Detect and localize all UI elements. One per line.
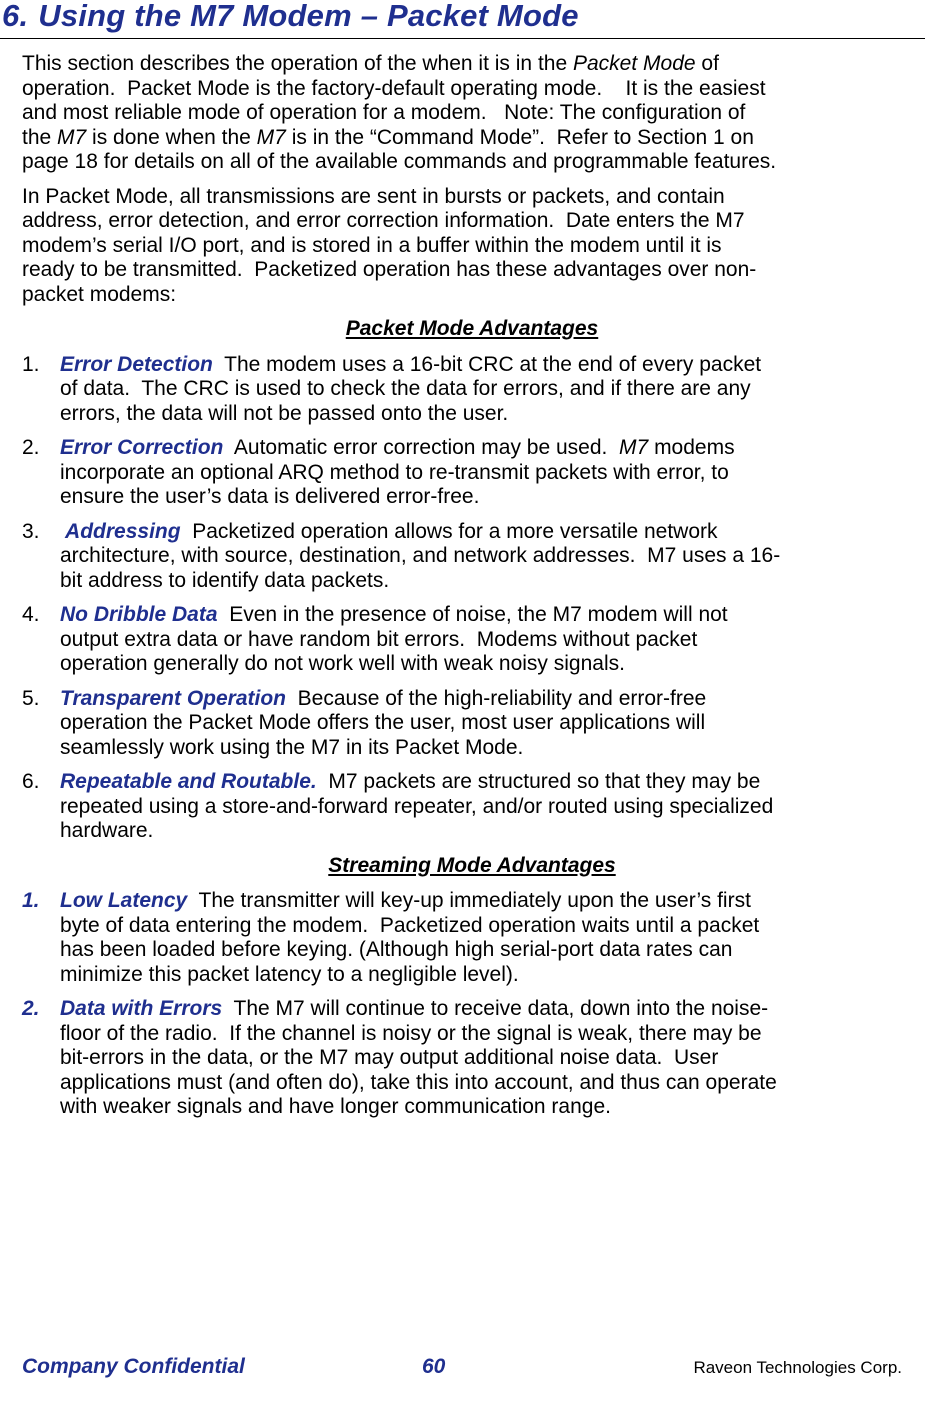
list-item-error-detection: 1. Error Detection The modem uses a 16-bit CRC at the end of every packet of data. The CRC is used to check the data for errors, and if there are any errors, the data will not be passed onto the user.	[22, 352, 762, 425]
title-divider	[0, 38, 925, 39]
item-term: Transparent Operation	[60, 686, 286, 710]
item-term: Addressing	[60, 519, 181, 543]
list-item-transparent-operation: 5. Transparent Operation Because of the high-reliability and error-free operation the Packet Mode offers the user, most user applications will seamlessly work using the M7 in its Packet Mode.	[22, 686, 707, 759]
packet-advantages-heading: Packet Mode Advantages	[345, 317, 599, 340]
page-number: 60	[422, 1355, 446, 1378]
item-term: Error Correction	[60, 436, 224, 459]
packet-mode-paragraph: In Packet Mode, all transmissions are sent in bursts or packets, and contain address, error detection, and error correction information. Date enters the M7 modem’s serial I/O port, and is stored in a buffer within the modem until it is ready to be transmitted. Packetized operation has these advantages over non- packet modems:	[22, 184, 757, 306]
list-item-addressing: 3. Addressing Packetized operation allows for a more versatile network architecture, with source, destination, and network addresses. M7 uses a 16- bit address to identify data packets.	[22, 519, 781, 592]
item-term: No Dribble Data	[60, 603, 218, 626]
item-term: Low Latency	[60, 889, 188, 912]
intro-paragraph: This section describes the operation of the when it is in the Packet Mode of operation. Packet Mode is the factory-default operating mode. It is the easiest and most reliable mode of operation for a modem. Note: The configuration of the M7 is done when the M7 is in the “Command Mode”. Refer to Section 1 on page 18 for details on all of the available commands and programmable features.	[22, 52, 777, 173]
list-item-error-correction: 2. Error Correction Automatic error correction may be used. M7 modems incorporate an optional ARQ method to re-transmit packets with error, to ensure the user’s data is delivered error-free.	[22, 436, 735, 508]
item-term: Repeatable and Routable.	[60, 770, 317, 793]
list-item-repeatable-routable: 6. Repeatable and Routable. M7 packets are structured so that they may be repeated using a store-and-forward repeater, and/or routed using specialized hardware.	[22, 770, 774, 842]
footer-company: Raveon Technologies Corp.	[693, 1358, 902, 1377]
list-item-low-latency: 1. Low Latency The transmitter will key-up immediately upon the user’s first byte of data entering the modem. Packetized operation waits until a packet has been loaded before keying. (Although high serial-port data rates can minimize this packet latency to a negligible level).	[22, 889, 760, 986]
list-item-data-with-errors: 2. Data with Errors The M7 will continue to receive data, down into the noise- floor of the radio. If the channel is noisy or the signal is weak, there may be bit-errors in the data, or the M7 may output additional noise data. User applications must (and often do), take this into account, and thus can operate with weaker signals and have longer communication range.	[22, 997, 777, 1118]
item-term: Error Detection	[60, 352, 213, 376]
streaming-advantages-heading: Streaming Mode Advantages	[328, 853, 616, 877]
section-number: 6.	[2, 0, 29, 33]
page-title	[2, 0, 579, 34]
footer-confidential: Company Confidential	[22, 1355, 245, 1378]
page-footer	[22, 1355, 902, 1381]
document-body	[22, 52, 922, 1130]
item-term: Data with Errors	[60, 997, 223, 1020]
list-item-no-dribble-data: 4. No Dribble Data Even in the presence of noise, the M7 modem will not output extra data or have random bit errors. Modems without packet operation generally do not work well with weak noisy signals.	[22, 603, 728, 675]
section-title: Using the M7 Modem – Packet Mode	[38, 0, 579, 33]
